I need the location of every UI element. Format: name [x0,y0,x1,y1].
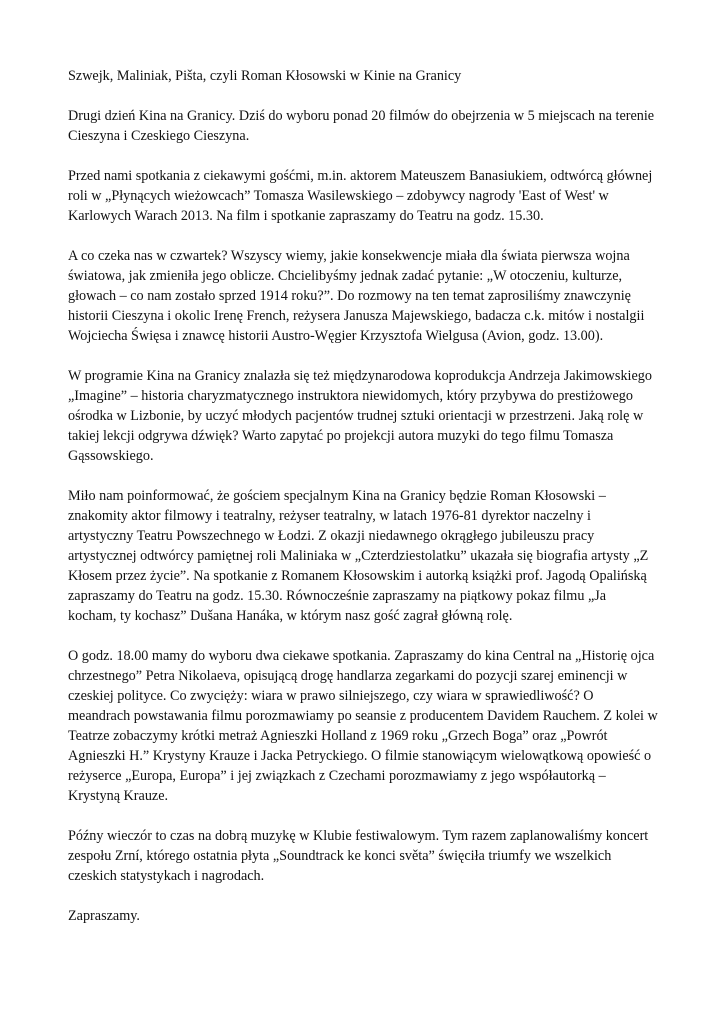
paragraph-concert: Późny wieczór to czas na dobrą muzykę w Klubie festiwalowym. Tym razem zaplanowaliśmy koncert zespołu Zrní, którego ostatnia płyta „Soundtrack ke konci světa” święciła triumfy we wszelkich czeskich statystykach i nagrodach. [68,828,649,884]
paragraph-intro: Drugi dzień Kina na Granicy. Dziś do wyboru ponad 20 filmów do obejrzenia w 5 miejscach na terenie Cieszyna i Czeskiego Cieszyna. [68,108,655,144]
document-page [68,66,658,946]
document-title: Szwejk, Maliniak, Pišta, czyli Roman Kłosowski w Kinie na Granicy [68,68,462,84]
paragraph-closing: Zapraszamy. [68,908,140,924]
paragraph-evening-meetings: O godz. 18.00 mamy do wyboru dwa ciekawe spotkania. Zapraszamy do kina Central na „Historię ojca chrzestnego” Petra Nikolaeva, opisującą drogę handlarza zegarkami do pozycji szarej eminencji w czeskiej polityce. Co zwycięży: wiara w prawo silniejszego, czy wiara w sprawiedliwość? O meandrach powstawania filmu porozmawiamy po seansie z producentem Davidem Rauchem. Z kolei w Teatrze zobaczymy krótki metraż Agnieszki Holland z 1969 roku „Grzech Boga” oraz „Powrót Agnieszki H.” Krystyny Krauze i Jacka Petryckiego. O filmie stanowiącym wielowątkową opowieść o reżyserce „Europa, Europa” i jej związkach z Czechami porozmawiamy z jego współautorką – Krystyną Krauze. [68,648,658,804]
paragraph-imagine: W programie Kina na Granicy znalazła się też międzynarodowa koprodukcja Andrzeja Jakimowskiego „Imagine” – historia charyzmatycznego instruktora niewidomych, który przybywa do prestiżowego ośrodka w Lizbonie, by uczyć młodych pacjentów trudnej sztuki orientacji w przestrzeni. Jaką rolę w takiej lekcji odgrywa dźwięk? Warto zapytać po projekcji autora muzyki do tego filmu Tomasza Gąssowskiego. [68,368,652,464]
paragraph-special-guest: Miło nam poinformować, że gościem specjalnym Kina na Granicy będzie Roman Kłosowski – znakomity aktor filmowy i teatralny, reżyser teatralny, w latach 1976-81 dyrektor naczelny i artystyczny Teatru Powszechnego w Łodzi. Z okazji niedawnego okrągłego jubileuszu pracy artystycznej odtwórcy pamiętnej roli Maliniaka w „Czterdziestolatku” ukazała się biografia artysty „Z Kłosem przez życie”. Na spotkanie z Romanem Kłosowskim i autorką książki prof. Jagodą Opalińską zapraszamy do Teatru na godz. 15.30. Równocześnie zapraszamy na piątkowy pokaz filmu „Ja kocham, ty kochasz” Dušana Hanáka, w którym nasz gość zagrał główną rolę. [68,488,649,624]
paragraph-thursday: A co czeka nas w czwartek? Wszyscy wiemy, jakie konsekwencje miała dla świata pierwsza wojna światowa, jak zmieniła jego oblicze. Chcielibyśmy jednak zadać pytanie: „W otoczeniu, kulturze, głowach – co nam zostało sprzed 1914 roku?”. Do rozmowy na ten temat zaprosiliśmy znawczynię historii Cieszyna i okolic Irenę French, reżysera Janusza Majewskiego, badacza c.k. mitów i nostalgii Wojciecha Święsa i znawcę historii Austro-Węgier Krzysztofa Wielgusa (Avion, godz. 13.00). [68,248,645,344]
paragraph-guests: Przed nami spotkania z ciekawymi gośćmi, m.in. aktorem Mateuszem Banasiukiem, odtwórcą głównej roli w „Płynących wieżowcach” Tomasza Wasilewskiego – zdobywcy nagrody 'East of West' w Karlowych Warach 2013. Na film i spotkanie zapraszamy do Teatru na godz. 15.30. [68,168,653,224]
